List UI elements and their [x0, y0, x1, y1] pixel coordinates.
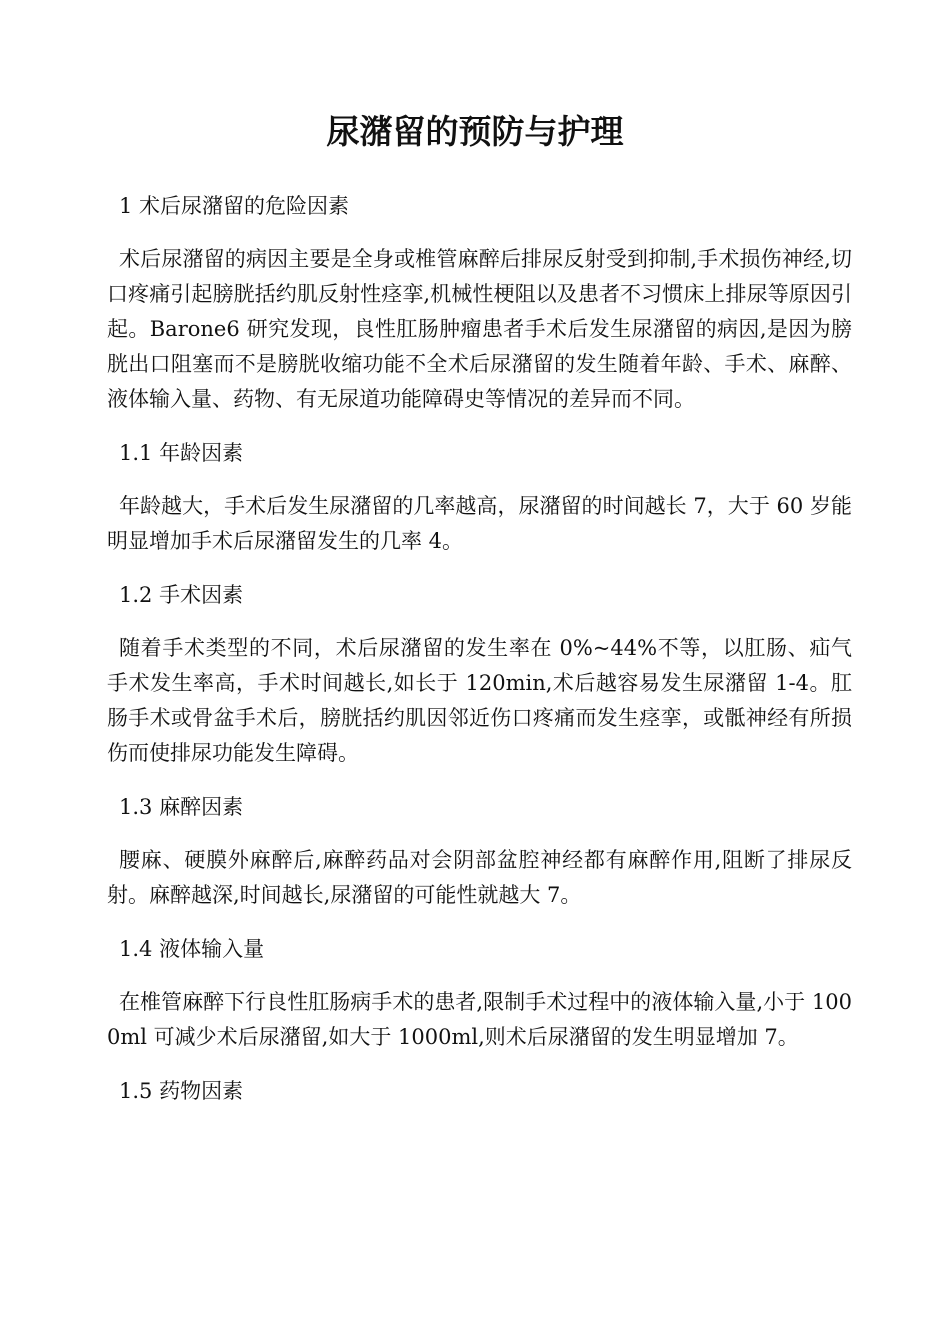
document-title: 尿潴留的预防与护理	[326, 112, 624, 151]
section-heading-1-4: 1.4 液体输入量	[119, 937, 265, 961]
section-paragraph-1: 术后尿潴留的病因主要是全身或椎管麻醉后排尿反射受到抑制,手术损伤神经,切口疼痛引起膀胱括约肌反射性痉挛,机械性梗阻以及患者不习惯床上排尿等原因引起。Barone6 研究发现，良性肛肠肿瘤患者手术后发生尿潴留的病因,是因为膀胱出口阻塞而不是膀胱收缩功能不全术后尿潴留的发生随着年龄、手术、麻醉、液体输入量、药物、有无尿道功能障碍史等情况的差异而不同。	[107, 247, 852, 411]
section-heading-1-3: 1.3 麻醉因素	[119, 795, 244, 819]
section-paragraph-1-3: 腰麻、硬膜外麻醉后,麻醉药品对会阴部盆腔神经都有麻醉作用,阻断了排尿反射。麻醉越深,时间越长,尿潴留的可能性就越大 7。	[107, 848, 852, 907]
section-heading-1-5: 1.5 药物因素	[119, 1079, 244, 1103]
document-body	[107, 188, 852, 1127]
section-heading-1: 1 术后尿潴留的危险因素	[119, 194, 350, 218]
section-paragraph-1-2: 随着手术类型的不同，术后尿潴留的发生率在 0%~44%不等，以肛肠、疝气手术发生率高，手术时间越长,如长于 120min,术后越容易发生尿潴留 1-4。肛肠手术或骨盆手术后，膀胱括约肌因邻近伤口疼痛而发生痉挛，或骶神经有所损伤而使排尿功能发生障碍。	[107, 636, 852, 765]
section-heading-1-2: 1.2 手术因素	[119, 583, 244, 607]
section-paragraph-1-4: 在椎管麻醉下行良性肛肠病手术的患者,限制手术过程中的液体输入量,小于 1000ml 可减少术后尿潴留,如大于 1000ml,则术后尿潴留的发生明显增加 7。	[107, 990, 852, 1049]
section-paragraph-1-1: 年龄越大，手术后发生尿潴留的几率越高，尿潴留的时间越长 7，大于 60 岁能明显增加手术后尿潴留发生的几率 4。	[107, 494, 852, 553]
section-heading-1-1: 1.1 年龄因素	[119, 441, 244, 465]
